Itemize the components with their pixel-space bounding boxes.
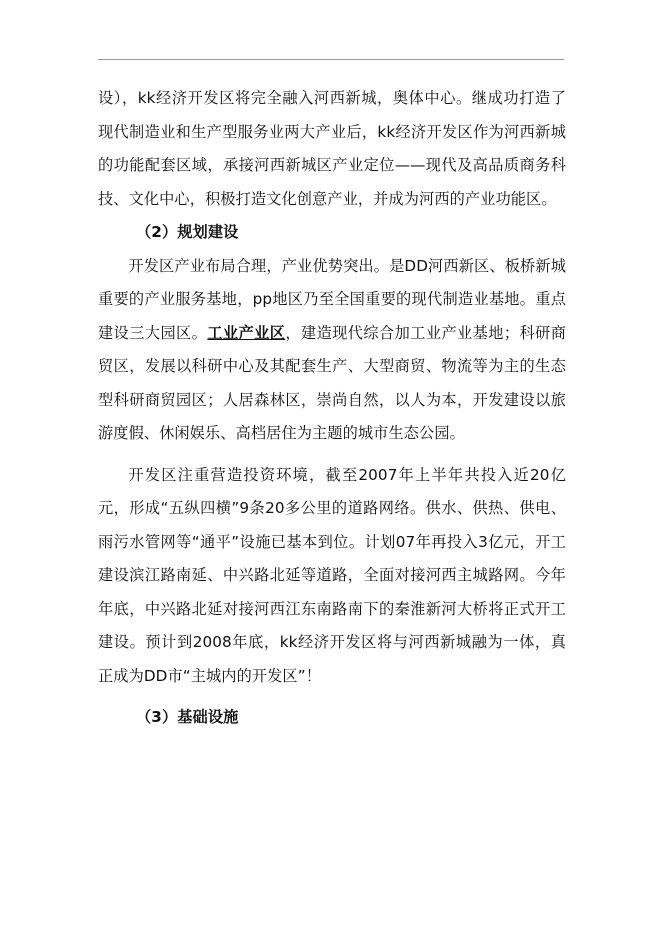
paragraph-planning-part-1: 开发区产业布局合理，产业优势突出。是DD河西新区、板桥新城重要的产业服务基地，pp地区乃至全国重要的现代制造业基地。重点建设三大园区。: [98, 256, 566, 342]
section-heading-infrastructure: （3）基础设施: [136, 708, 239, 726]
paragraph-planning: [98, 250, 566, 451]
paragraph-planning-part-2: ，建造现代综合加工业产业基地；科研商贸区，发展以科研中心及其配套生产、大型商贸、物流等为主的生态型科研商贸园区；人居森林区，崇尚自然，以人为本，开发建设以旅游度假、休闲娱乐、高档居住为主题的城市生态公园。: [98, 323, 567, 442]
industrial-zone-term: 工业产业区: [207, 323, 286, 342]
document-body: [98, 82, 566, 735]
section-heading-planning: （2）规划建设: [136, 223, 239, 241]
header-rule: [98, 59, 564, 60]
paragraph-investment: 开发区注重营造投资环境，截至2007年上半年共投入近20亿元，形成“五纵四横”9条20多公里的道路网络。供水、供热、供电、雨污水管网等“通平”设施已基本到位。计划07年再投入3亿元，开工建设滨江路南延、中兴路北延等道路，全面对接河西主城路网。今年年底，中兴路北延对接河西江东南路南下的秦淮新河大桥将正式开工建设。预计到2008年底，kk经济开发区将与河西新城融为一体，真正成为DD市“主城内的开发区”！: [98, 465, 566, 685]
paragraph-intro: 设），kk经济开发区将完全融入河西新城，奥体中心。继成功打造了现代制造业和生产型服务业两大产业后，kk经济开发区作为河西新城的功能配套区域，承接河西新城区产业定位——现代及高品质商务科技、文化中心，积极打造文化创意产业，并成为河西的产业功能区。: [98, 89, 566, 208]
